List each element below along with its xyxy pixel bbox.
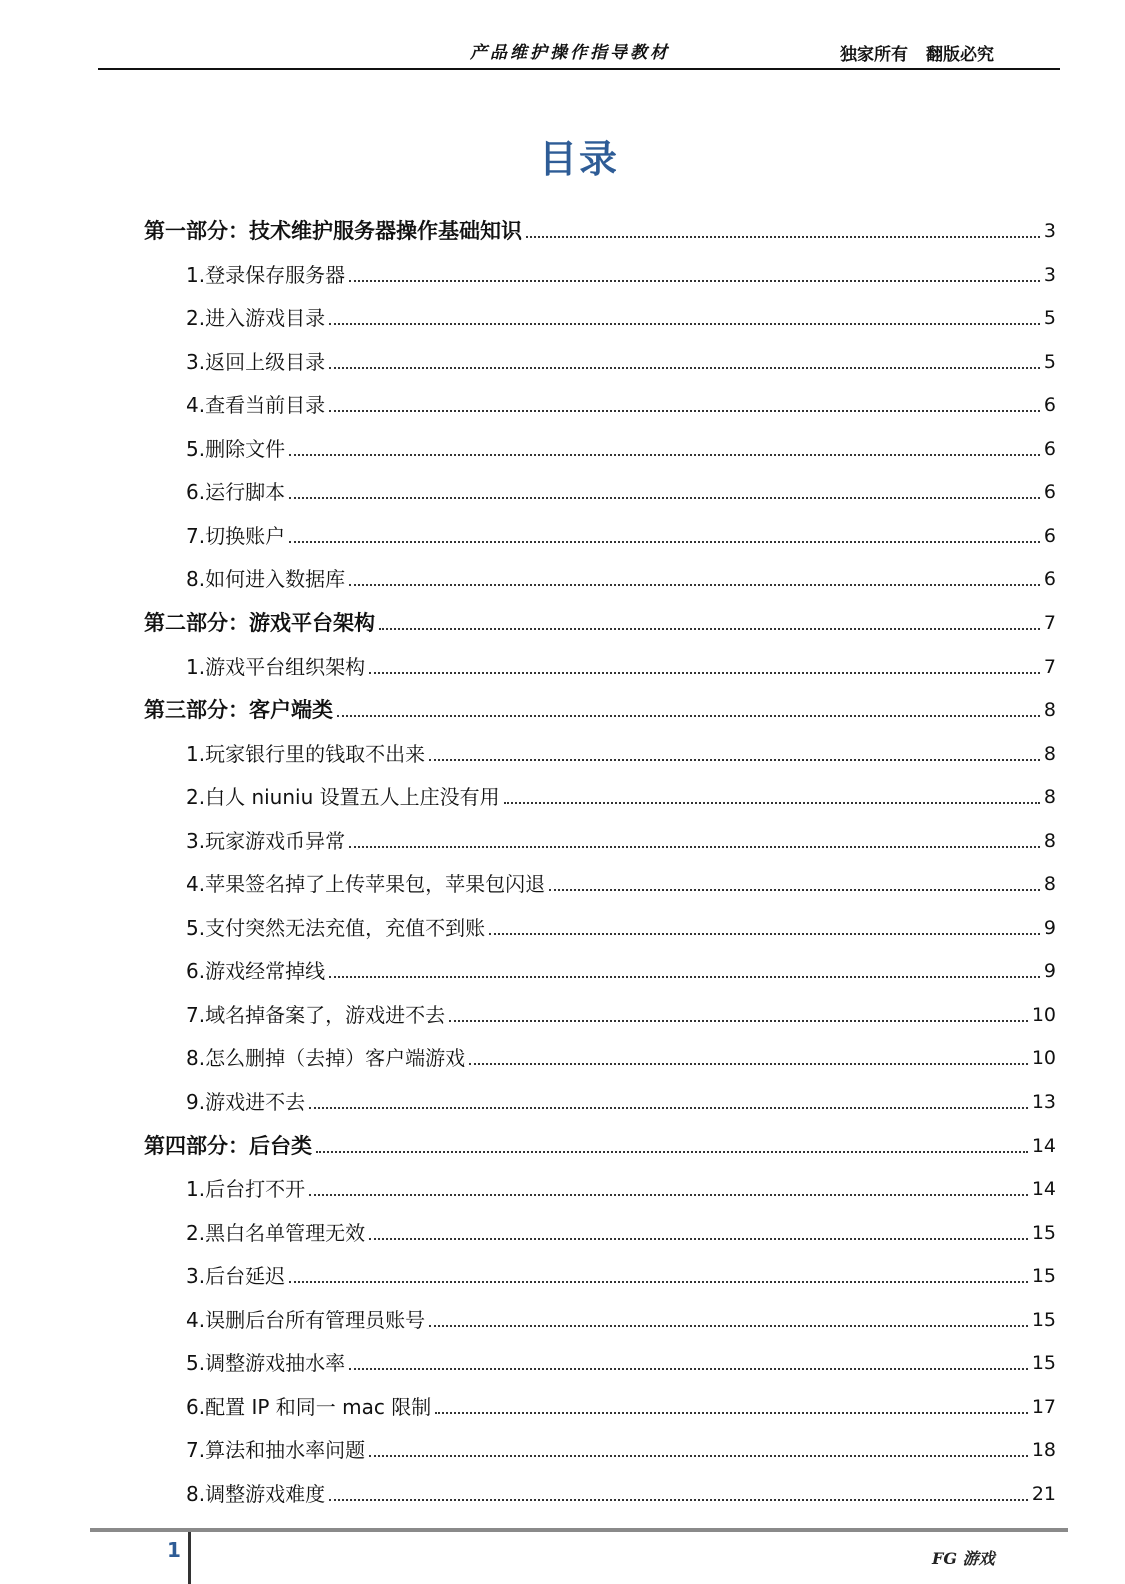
toc-item-entry[interactable] <box>186 955 1056 985</box>
toc-entry-page: 3 <box>1043 220 1056 242</box>
toc-entry-page: 8 <box>1043 873 1056 896</box>
toc-entry-label: 8.如何进入数据库 <box>186 567 346 592</box>
toc-entry-page: 17 <box>1031 1395 1056 1418</box>
toc-dot-leader <box>289 540 1040 543</box>
toc-item-entry[interactable] <box>186 1347 1056 1377</box>
toc-dot-leader <box>429 1324 1028 1327</box>
toc-entry-label: 6.游戏经常掉线 <box>186 959 326 984</box>
toc-dot-leader <box>349 279 1040 282</box>
toc-entry-label: 5.支付突然无法充值，充值不到账 <box>186 915 486 940</box>
toc-entry-label: 第二部分：游戏平台架构 <box>144 610 375 635</box>
toc-entry-page: 5 <box>1043 307 1056 330</box>
toc-entry-label: 1.登录保存服务器 <box>186 262 346 287</box>
header-notice <box>840 40 1012 65</box>
toc-item-entry[interactable] <box>186 912 1056 942</box>
toc-entry-page: 15 <box>1031 1221 1056 1244</box>
toc-entry-label: 1.玩家银行里的钱取不出来 <box>186 741 426 766</box>
toc-entry-page: 6 <box>1043 568 1056 591</box>
toc-entry-label: 4.苹果签名掉了上传苹果包，苹果包闪退 <box>186 872 546 897</box>
toc-entry-label: 1.后台打不开 <box>186 1177 306 1202</box>
toc-entry-label: 7.切换账户 <box>186 523 286 548</box>
toc-entry-page: 9 <box>1043 960 1056 983</box>
toc-entry-page: 14 <box>1031 1178 1056 1201</box>
toc-dot-leader <box>329 1498 1028 1501</box>
footer-rule <box>90 1528 1068 1532</box>
toc-dot-leader <box>329 409 1040 412</box>
toc-item-entry[interactable] <box>186 259 1056 289</box>
toc-entry-label: 7.域名掉备案了，游戏进不去 <box>186 1002 446 1027</box>
toc-dot-leader <box>429 758 1040 761</box>
toc-dot-leader <box>379 627 1040 630</box>
toc-entry-page: 10 <box>1031 1047 1056 1070</box>
toc-entry-page: 5 <box>1043 350 1056 373</box>
toc-dot-leader <box>489 932 1040 935</box>
footer-divider <box>188 1532 191 1584</box>
toc-entry-page: 8 <box>1043 829 1056 852</box>
toc-dot-leader <box>549 888 1040 891</box>
toc-dot-leader <box>289 453 1040 456</box>
toc-item-entry[interactable] <box>186 1173 1056 1203</box>
toc-entry-label: 8.怎么删掉（去掉）客户端游戏 <box>186 1046 466 1071</box>
toc-dot-leader <box>316 1150 1028 1153</box>
toc-item-entry[interactable] <box>186 825 1056 855</box>
toc-dot-leader <box>329 322 1040 325</box>
toc-entry-label: 4.误删后台所有管理员账号 <box>186 1307 426 1332</box>
toc-dot-leader <box>289 496 1040 499</box>
toc-entry-page: 8 <box>1043 742 1056 765</box>
toc-section-entry[interactable] <box>144 215 1056 245</box>
header-notice-exclusive: 独家所有 <box>840 45 908 65</box>
toc-entry-label: 6.配置 IP 和同一 mac 限制 <box>186 1394 432 1419</box>
toc-section-entry[interactable] <box>144 1130 1056 1160</box>
toc-entry-page: 7 <box>1043 655 1056 678</box>
toc-dot-leader <box>526 235 1040 238</box>
toc-entry-label: 9.游戏进不去 <box>186 1090 306 1114</box>
toc-dot-leader <box>435 1411 1028 1414</box>
toc-entry-label: 5.调整游戏抽水率 <box>186 1351 346 1376</box>
toc-entry-label: 6.运行脚本 <box>186 480 286 505</box>
toc-entry-page: 9 <box>1043 916 1056 939</box>
toc-item-entry[interactable] <box>186 433 1056 463</box>
toc-entry-page: 15 <box>1031 1352 1056 1375</box>
toc-entry-page: 15 <box>1031 1308 1056 1331</box>
toc-entry-label: 3.玩家游戏币异常 <box>186 828 346 853</box>
toc-item-entry[interactable] <box>186 738 1056 768</box>
toc-entry-label: 3.后台延迟 <box>186 1264 286 1289</box>
footer-page-number: 1 <box>167 1538 181 1562</box>
header-notice-copyright: 翻版必究 <box>926 45 994 65</box>
toc-item-entry[interactable] <box>186 1217 1056 1247</box>
toc-dot-leader <box>329 975 1040 978</box>
toc-entry-page: 13 <box>1031 1091 1056 1113</box>
toc-dot-leader <box>337 714 1040 717</box>
toc-entry-label: 第三部分：客户端类 <box>144 698 333 723</box>
toc-dot-leader <box>469 1062 1028 1065</box>
toc-item-entry[interactable] <box>186 651 1056 681</box>
toc-item-entry[interactable] <box>186 1304 1056 1334</box>
toc-item-entry[interactable] <box>186 1260 1056 1290</box>
toc-dot-leader <box>349 1367 1028 1370</box>
toc-entry-page: 10 <box>1031 1003 1056 1026</box>
toc-dot-leader <box>369 671 1040 674</box>
toc-dot-leader <box>449 1019 1028 1022</box>
header-title: 产品维护操作指导教材 <box>470 43 670 63</box>
toc-entry-label: 4.查看当前目录 <box>186 393 326 418</box>
toc-item-entry[interactable] <box>186 389 1056 419</box>
toc-entry-label: 第四部分：后台类 <box>144 1133 312 1158</box>
toc-dot-leader <box>309 1193 1028 1196</box>
toc-item-entry[interactable] <box>186 781 1056 811</box>
toc-entry-page: 6 <box>1043 524 1056 547</box>
toc-item-entry[interactable] <box>186 563 1056 593</box>
toc-entry-label: 7.算法和抽水率问题 <box>186 1438 366 1463</box>
toc-item-entry[interactable] <box>186 520 1056 550</box>
toc-item-entry[interactable] <box>186 476 1056 506</box>
toc-dot-leader <box>309 1106 1028 1109</box>
toc-entry-page: 18 <box>1031 1439 1056 1462</box>
toc-item-entry[interactable] <box>186 1478 1056 1508</box>
toc-title: 目录 <box>538 137 619 181</box>
toc-dot-leader <box>289 1280 1028 1283</box>
toc-dot-leader <box>369 1237 1028 1240</box>
toc-entry-page: 6 <box>1043 481 1056 504</box>
toc-entry-page: 8 <box>1043 699 1056 722</box>
toc-entry-label: 1.游戏平台组织架构 <box>186 654 366 679</box>
toc-section-entry[interactable] <box>144 694 1056 724</box>
toc-entry-page: 3 <box>1043 263 1056 286</box>
toc-item-entry[interactable] <box>186 1042 1056 1072</box>
toc-entry-label: 3.返回上级目录 <box>186 349 326 374</box>
footer-brand: FG 游戏 <box>932 1549 995 1568</box>
toc-entry-page: 14 <box>1031 1134 1056 1157</box>
toc-entry-label: 5.删除文件 <box>186 436 286 461</box>
toc-entry-page: 15 <box>1031 1265 1056 1288</box>
toc-dot-leader <box>349 583 1040 586</box>
toc-item-entry[interactable] <box>186 1434 1056 1464</box>
header-rule <box>98 68 1060 70</box>
toc-item-entry[interactable] <box>186 999 1056 1029</box>
toc-item-entry[interactable] <box>186 346 1056 376</box>
toc-entry-label: 2.白人 niuniu 设置五人上庄没有用 <box>186 785 500 810</box>
toc-entry-page: 8 <box>1043 786 1056 809</box>
toc-entry-label: 第一部分：技术维护服务器操作基础知识 <box>144 219 522 243</box>
toc-dot-leader <box>349 845 1040 848</box>
toc-entry-page: 7 <box>1043 611 1056 634</box>
toc-entry-label: 2.进入游戏目录 <box>186 306 326 331</box>
toc-dot-leader <box>329 366 1040 369</box>
toc-item-entry[interactable] <box>186 868 1056 898</box>
toc-entry-page: 6 <box>1043 437 1056 460</box>
toc-dot-leader <box>369 1454 1028 1457</box>
toc-entry-page: 21 <box>1031 1482 1056 1505</box>
toc-dot-leader <box>504 801 1040 804</box>
toc-item-entry[interactable] <box>186 1391 1056 1421</box>
toc-entry-label: 8.调整游戏难度 <box>186 1481 326 1506</box>
toc-item-entry[interactable] <box>186 1086 1056 1116</box>
toc-entry-label: 2.黑白名单管理无效 <box>186 1220 366 1245</box>
toc-entry-page: 6 <box>1043 394 1056 417</box>
toc-item-entry[interactable] <box>186 302 1056 332</box>
toc-section-entry[interactable] <box>144 607 1056 637</box>
